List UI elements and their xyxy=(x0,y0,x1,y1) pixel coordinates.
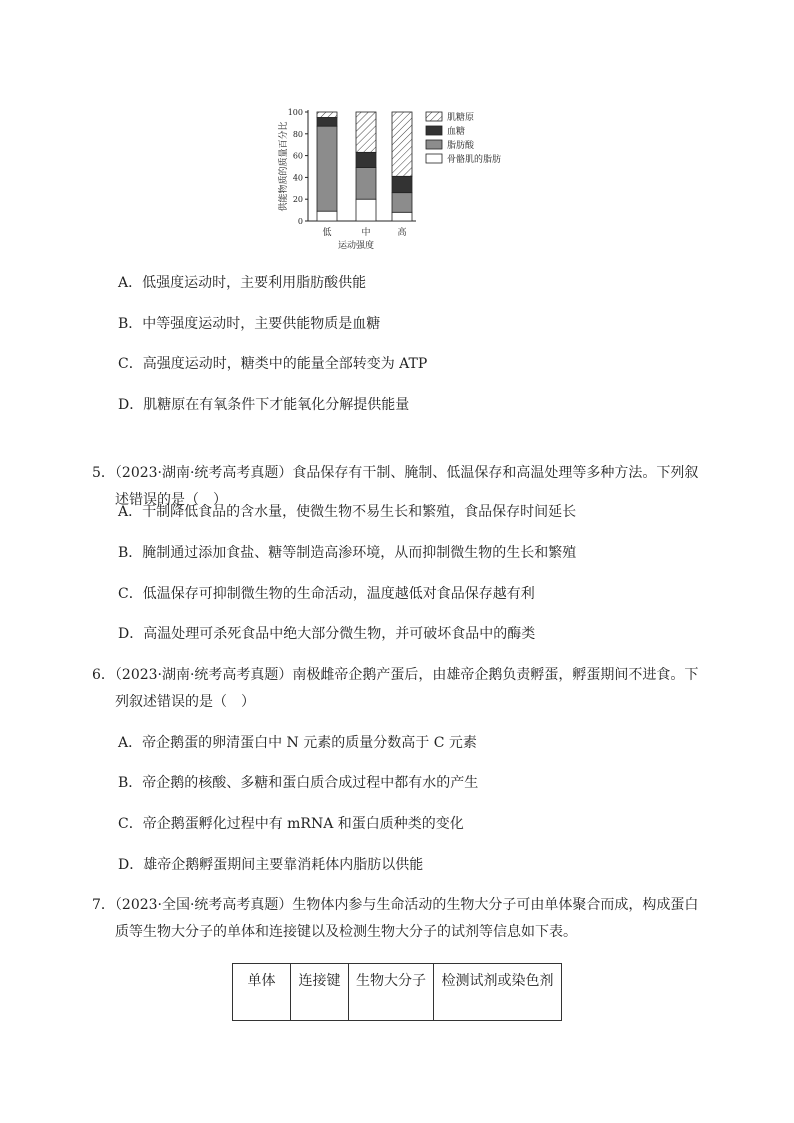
q6-stem-line1: 6．（2023·湖南·统考高考真题）南极雌帝企鹅产蛋后，由雄帝企鹅负责孵蛋，孵蛋期间不进食。下 xyxy=(92,667,699,683)
q5-option-c: C．低温保存可抑制微生物的生命活动，温度越低对食品保存越有利 xyxy=(118,586,535,602)
q4-option-b: B．中等强度运动时，主要供能物质是血糖 xyxy=(118,316,381,332)
bar-segment xyxy=(392,212,412,221)
bar-segment xyxy=(392,112,412,176)
legend-label: 脂肪酸 xyxy=(447,141,475,151)
bar-segment xyxy=(356,168,376,200)
q4-option-a: A．低强度运动时，主要利用脂肪酸供能 xyxy=(118,275,367,291)
q4-option-d: D．肌糖原在有氧条件下才能氧化分解提供能量 xyxy=(118,397,410,413)
legend-swatch xyxy=(426,154,442,163)
table-header-row xyxy=(233,964,562,1021)
table-header-cell: 单体 xyxy=(233,964,291,1021)
legend-swatch xyxy=(426,126,442,135)
bar-segment xyxy=(317,112,337,117)
legend-label: 肌糖原 xyxy=(447,113,475,123)
x-tick-label: 高 xyxy=(397,228,407,238)
biomacromolecule-table xyxy=(232,963,562,1021)
x-tick-label: 中 xyxy=(361,228,371,238)
table-header-cell: 检测试剂或染色剂 xyxy=(434,964,562,1021)
bar-segment xyxy=(392,176,412,192)
bar-segment xyxy=(356,199,376,221)
x-tick-label: 低 xyxy=(322,228,332,238)
y-tick-label: 100 xyxy=(287,108,303,117)
q5-option-a: A．干制降低食品的含水量，使微生物不易生长和繁殖，食品保存时间延长 xyxy=(118,504,577,520)
q6-option-c: C．帝企鹅蛋孵化过程中有 mRNA 和蛋白质种类的变化 xyxy=(118,816,464,832)
bar-segment xyxy=(317,211,337,221)
table-header-cell: 连接键 xyxy=(291,964,349,1021)
legend-label: 血糖 xyxy=(447,127,466,137)
q6-stem-line2: 列叙述错误的是（ ） xyxy=(115,694,255,710)
legend-label: 骨骼肌的脂肪 xyxy=(447,155,502,165)
q5-stem-line1: 5．（2023·湖南·统考高考真题）食品保存有干制、腌制、低温保存和高温处理等多种方法。下列叙 xyxy=(92,465,699,481)
q5-option-d: D．高温处理可杀死食品中绝大部分微生物，并可破坏食品中的酶类 xyxy=(118,626,536,642)
bar-segment xyxy=(356,152,376,167)
bar-segment xyxy=(317,126,337,211)
legend-swatch xyxy=(426,140,442,149)
x-axis-label: 运动强度 xyxy=(337,241,375,251)
q7-stem-line1: 7．（2023·全国·统考高考真题）生物体内参与生命活动的生物大分子可由单体聚合而成，构成蛋白 xyxy=(92,897,699,913)
q5-option-b: B．腌制通过添加食盐、糖等制造高渗环境，从而抑制微生物的生长和繁殖 xyxy=(118,545,577,561)
y-tick-label: 60 xyxy=(292,151,303,161)
y-axis-label: 供能物质的质量百分比 xyxy=(279,121,289,212)
table-header-cell: 生物大分子 xyxy=(349,964,434,1021)
q6-option-d: D．雄帝企鹅孵蛋期间主要靠消耗体内脂肪以供能 xyxy=(118,857,424,873)
bar-segment xyxy=(317,117,337,126)
q4-option-c: C．高强度运动时，糖类中的能量全部转变为 ATP xyxy=(118,356,428,372)
q6-option-b: B．帝企鹅的核酸、多糖和蛋白质合成过程中都有水的产生 xyxy=(118,775,479,791)
bar-segment xyxy=(392,193,412,213)
y-tick-label: 20 xyxy=(292,195,303,205)
q5-stem-line2: 述错误的是（ ） xyxy=(115,492,227,508)
y-tick-label: 0 xyxy=(297,217,303,226)
q7-stem-line2: 质等生物大分子的单体和连接键以及检测生物大分子的试剂等信息如下表。 xyxy=(115,924,577,940)
bar-segment xyxy=(356,112,376,152)
y-tick-label: 80 xyxy=(292,129,303,139)
y-tick-label: 40 xyxy=(292,173,303,183)
energy-source-stacked-bar-chart xyxy=(270,104,520,252)
legend-swatch xyxy=(426,112,442,121)
q6-option-a: A．帝企鹅蛋的卵清蛋白中 N 元素的质量分数高于 C 元素 xyxy=(118,735,477,751)
